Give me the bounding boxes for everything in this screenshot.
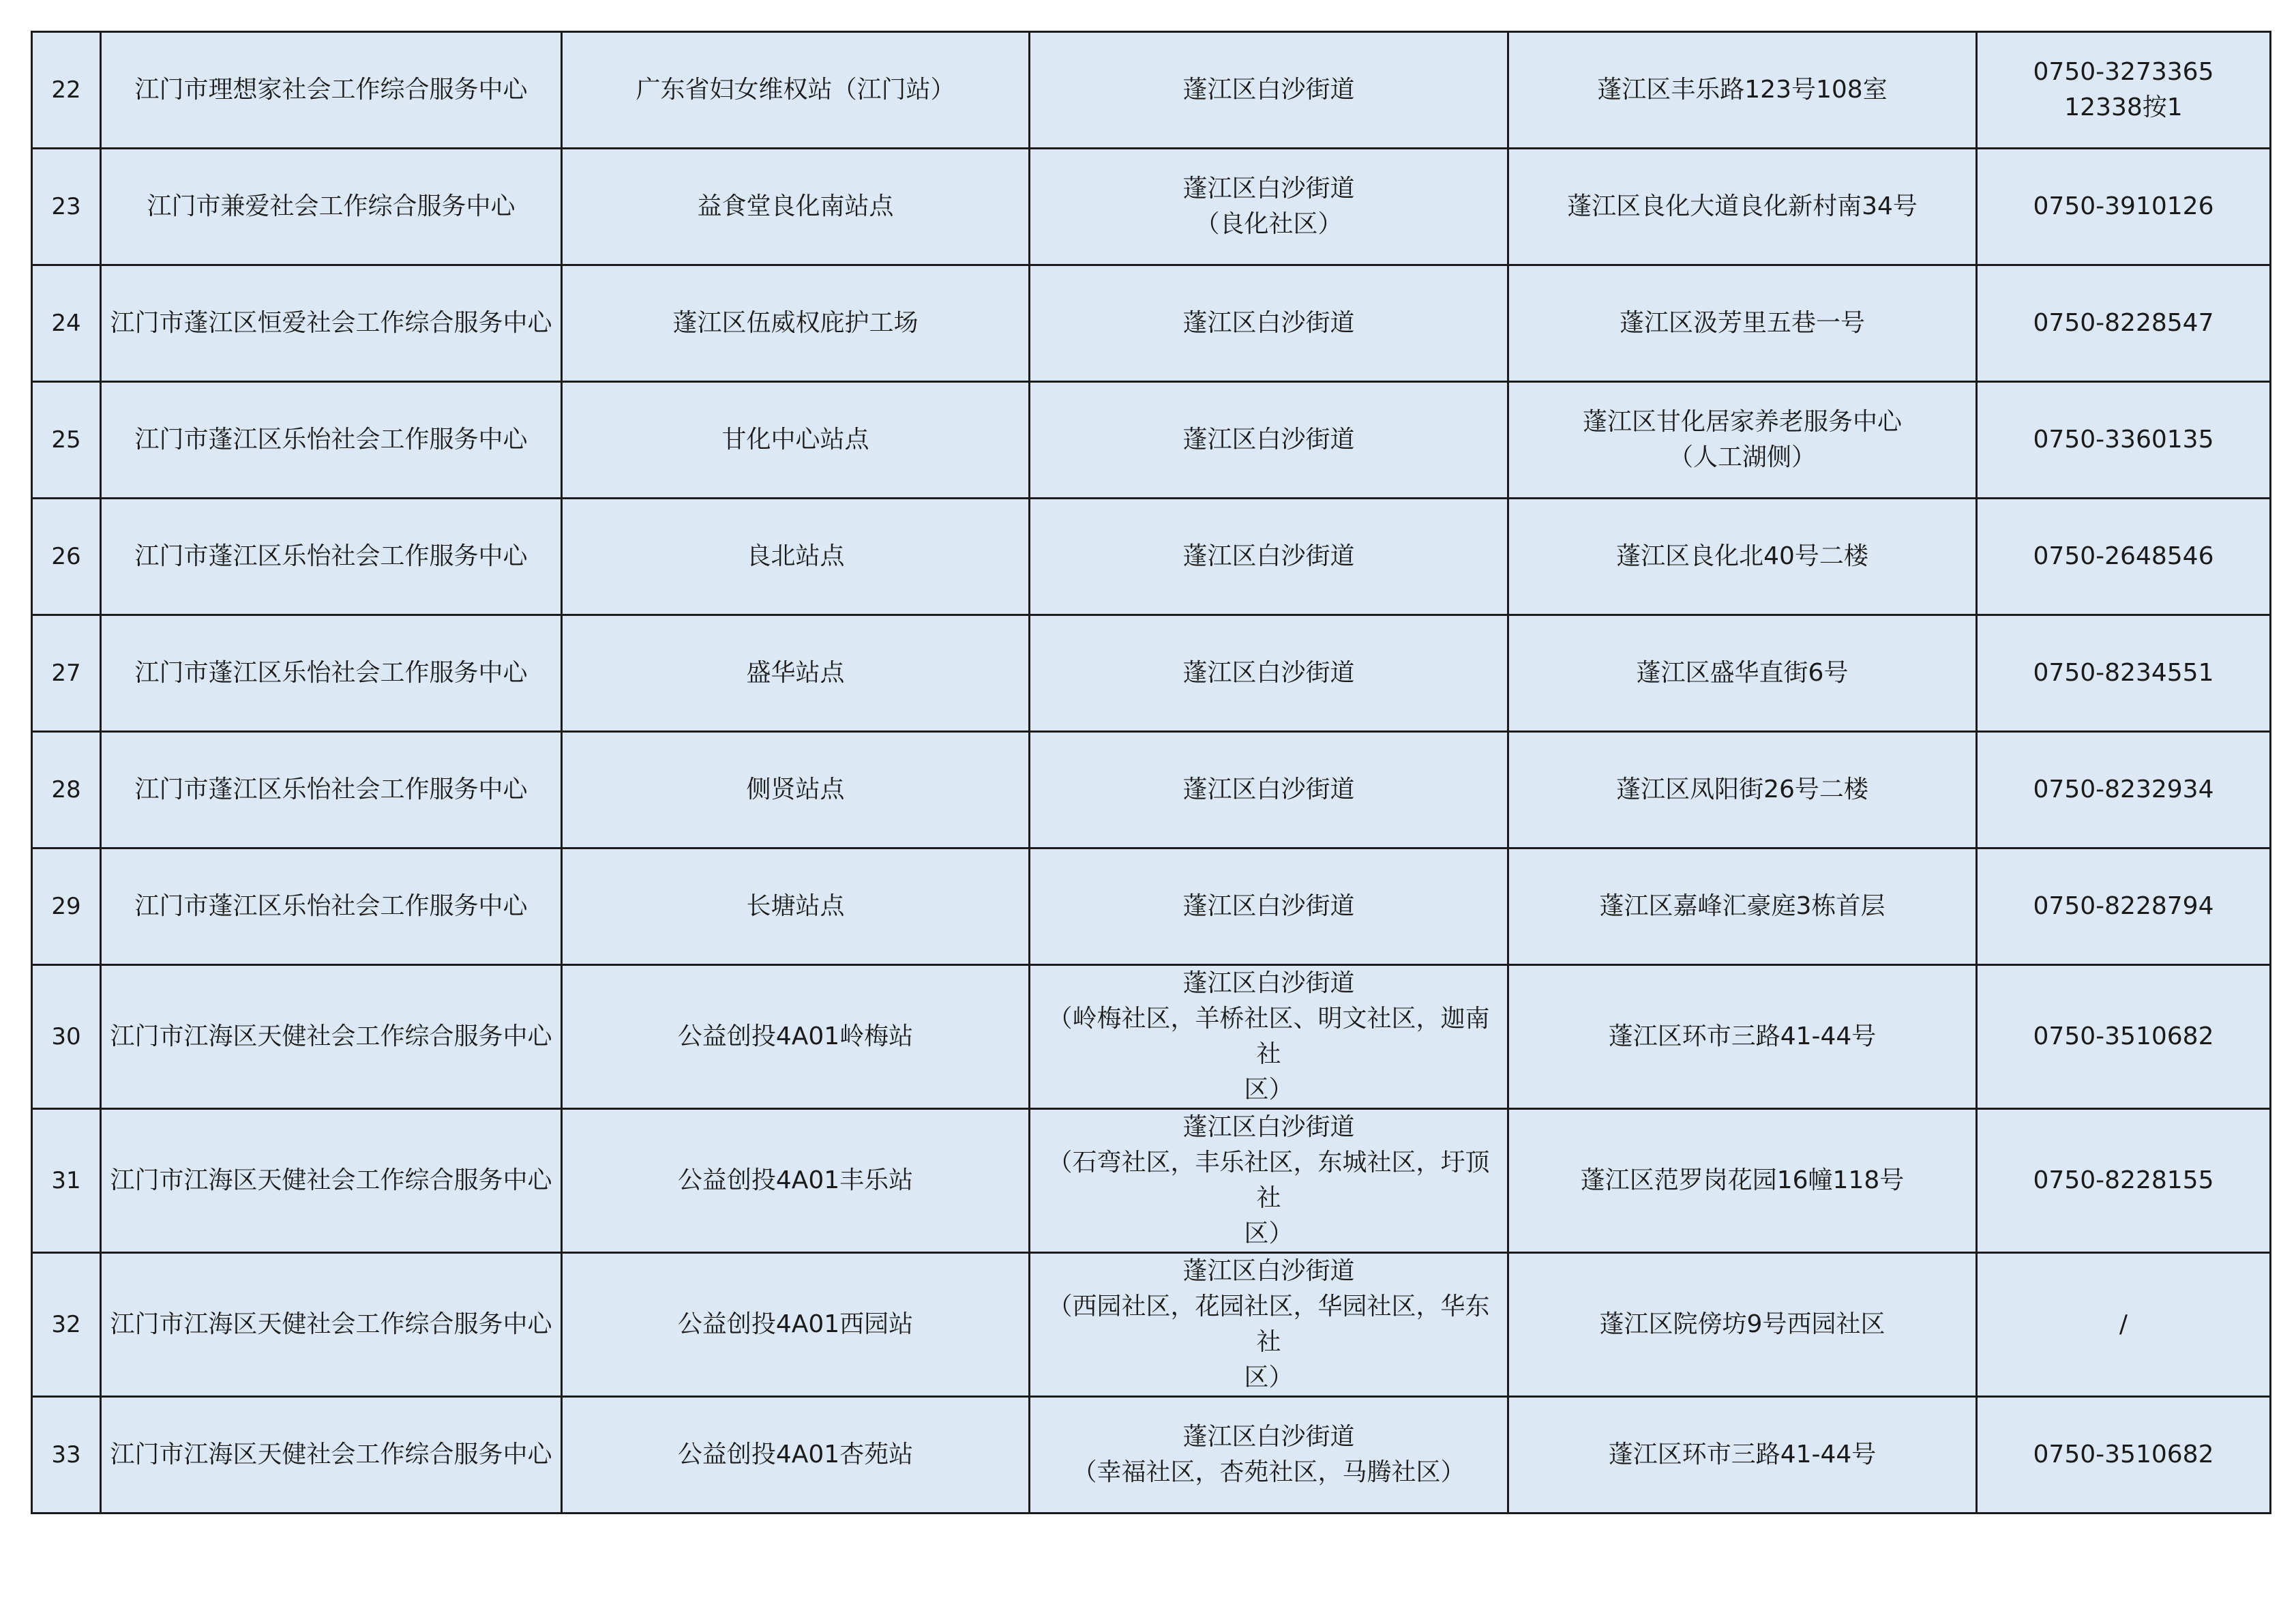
service-area-cell <box>1030 265 1508 382</box>
station-name-cell: 侧贤站点 <box>562 732 1030 848</box>
phone-line: 0750-8232934 <box>2033 776 2214 803</box>
organization-cell: 江门市江海区天健社会工作综合服务中心 <box>101 965 562 1109</box>
service-area-cell <box>1030 32 1508 149</box>
table-body <box>32 32 2271 1514</box>
service-area-cell <box>1030 1397 1508 1514</box>
row-number-cell: 26 <box>32 499 101 615</box>
row-number-cell: 23 <box>32 149 101 265</box>
service-area-cell <box>1030 1253 1508 1397</box>
address-line: 蓬江区嘉峰汇豪庭3栋首层 <box>1599 892 1885 920</box>
address-cell <box>1508 1397 1977 1514</box>
service-area-cell <box>1030 499 1508 615</box>
service-area-line: （良化社区） <box>1195 210 1343 238</box>
address-line: 蓬江区汲芳里五巷一号 <box>1619 309 1865 337</box>
table-row <box>32 1397 2271 1514</box>
service-area-line: 蓬江区白沙街道 <box>1182 309 1355 337</box>
address-line: 蓬江区丰乐路123号108室 <box>1597 76 1888 104</box>
row-number-cell: 22 <box>32 32 101 149</box>
station-name-cell: 公益创投4A01丰乐站 <box>562 1109 1030 1253</box>
phone-cell <box>1977 965 2271 1109</box>
address-line: 蓬江区甘化居家养老服务中心 <box>1582 408 1902 436</box>
row-number-cell: 25 <box>32 382 101 499</box>
phone-line: 0750-8228155 <box>2033 1166 2214 1194</box>
address-cell <box>1508 1253 1977 1397</box>
service-station-table-container <box>31 31 2269 1514</box>
table-row <box>32 149 2271 265</box>
service-area-line: 蓬江区白沙街道 <box>1182 1423 1355 1451</box>
table-row <box>32 499 2271 615</box>
row-number-cell: 28 <box>32 732 101 848</box>
table-row <box>32 382 2271 499</box>
table-row <box>32 965 2271 1109</box>
service-area-line: 蓬江区白沙街道 <box>1182 426 1355 454</box>
service-area-line: （幸福社区，杏苑社区，马腾社区） <box>1072 1458 1465 1486</box>
address-cell <box>1508 499 1977 615</box>
phone-cell <box>1977 732 2271 848</box>
station-name-cell: 盛华站点 <box>562 615 1030 732</box>
service-area-cell <box>1030 965 1508 1109</box>
address-cell <box>1508 615 1977 732</box>
organization-cell: 江门市兼爱社会工作综合服务中心 <box>101 149 562 265</box>
address-line: 蓬江区良化大道良化新村南34号 <box>1567 192 1918 220</box>
organization-cell: 江门市蓬江区乐怡社会工作服务中心 <box>101 499 562 615</box>
phone-cell <box>1977 265 2271 382</box>
phone-line: 0750-3360135 <box>2033 426 2214 454</box>
phone-cell <box>1977 1109 2271 1253</box>
phone-cell <box>1977 1253 2271 1397</box>
phone-cell <box>1977 615 2271 732</box>
address-cell <box>1508 382 1977 499</box>
station-name-cell: 益食堂良化南站点 <box>562 149 1030 265</box>
organization-cell: 江门市蓬江区乐怡社会工作服务中心 <box>101 615 562 732</box>
address-cell <box>1508 149 1977 265</box>
phone-line: 0750-2648546 <box>2033 542 2214 570</box>
row-number-cell: 27 <box>32 615 101 732</box>
table-row <box>32 848 2271 965</box>
phone-line: 0750-3273365 <box>2033 58 2214 86</box>
service-area-cell <box>1030 732 1508 848</box>
organization-cell: 江门市江海区天健社会工作综合服务中心 <box>101 1397 562 1514</box>
phone-line: / <box>2119 1310 2128 1338</box>
row-number-cell: 31 <box>32 1109 101 1253</box>
table-row <box>32 615 2271 732</box>
address-line: 蓬江区环市三路41-44号 <box>1608 1022 1877 1050</box>
organization-cell: 江门市江海区天健社会工作综合服务中心 <box>101 1109 562 1253</box>
station-name-cell: 甘化中心站点 <box>562 382 1030 499</box>
phone-cell <box>1977 1397 2271 1514</box>
station-name-cell: 公益创投4A01西园站 <box>562 1253 1030 1397</box>
address-cell <box>1508 1109 1977 1253</box>
address-line: 蓬江区凤阳街26号二楼 <box>1616 776 1868 803</box>
service-area-line: 蓬江区白沙街道 <box>1182 776 1355 803</box>
service-area-line: 蓬江区白沙街道 <box>1182 892 1355 920</box>
organization-cell: 江门市蓬江区乐怡社会工作服务中心 <box>101 732 562 848</box>
service-area-line: （岭梅社区，羊桥社区、明文社区，迦南社 <box>1047 1005 1490 1068</box>
table-row <box>32 1253 2271 1397</box>
address-cell <box>1508 848 1977 965</box>
station-name-cell: 良北站点 <box>562 499 1030 615</box>
organization-cell: 江门市蓬江区乐怡社会工作服务中心 <box>101 848 562 965</box>
service-area-cell <box>1030 848 1508 965</box>
address-line: 蓬江区良化北40号二楼 <box>1616 542 1868 570</box>
station-name-cell: 蓬江区伍威权庇护工场 <box>562 265 1030 382</box>
phone-line: 0750-8234551 <box>2033 659 2214 687</box>
station-name-cell: 长塘站点 <box>562 848 1030 965</box>
address-cell <box>1508 965 1977 1109</box>
service-area-line: 蓬江区白沙街道 <box>1182 659 1355 687</box>
phone-line: 0750-8228547 <box>2033 309 2214 337</box>
phone-cell <box>1977 32 2271 149</box>
row-number-cell: 29 <box>32 848 101 965</box>
address-line: 蓬江区盛华直街6号 <box>1636 659 1849 687</box>
address-cell <box>1508 265 1977 382</box>
phone-cell <box>1977 499 2271 615</box>
service-area-line: 区） <box>1244 1363 1294 1391</box>
phone-line: 12338按1 <box>2064 93 2183 121</box>
phone-cell <box>1977 149 2271 265</box>
service-area-line: 蓬江区白沙街道 <box>1182 542 1355 570</box>
address-line: （人工湖侧） <box>1668 443 1816 471</box>
service-area-line: 区） <box>1244 1076 1294 1104</box>
phone-line: 0750-8228794 <box>2033 892 2214 920</box>
row-number-cell: 30 <box>32 965 101 1109</box>
service-station-table <box>31 31 2271 1514</box>
station-name-cell: 公益创投4A01杏苑站 <box>562 1397 1030 1514</box>
phone-line: 0750-3910126 <box>2033 192 2214 220</box>
organization-cell: 江门市蓬江区恒爱社会工作综合服务中心 <box>101 265 562 382</box>
table-row <box>32 1109 2271 1253</box>
service-area-line: 蓬江区白沙街道 <box>1182 1257 1355 1285</box>
service-area-cell <box>1030 615 1508 732</box>
phone-line: 0750-3510682 <box>2033 1022 2214 1050</box>
row-number-cell: 33 <box>32 1397 101 1514</box>
service-area-line: 蓬江区白沙街道 <box>1182 175 1355 203</box>
station-name-cell: 广东省妇女维权站（江门站） <box>562 32 1030 149</box>
service-area-line: 蓬江区白沙街道 <box>1182 969 1355 997</box>
station-name-cell: 公益创投4A01岭梅站 <box>562 965 1030 1109</box>
address-cell <box>1508 732 1977 848</box>
address-line: 蓬江区院傍坊9号西园社区 <box>1599 1310 1885 1338</box>
service-area-cell <box>1030 1109 1508 1253</box>
service-area-cell <box>1030 382 1508 499</box>
service-area-line: 区） <box>1244 1220 1294 1247</box>
address-cell <box>1508 32 1977 149</box>
address-line: 蓬江区范罗岗花园16幢118号 <box>1580 1166 1905 1194</box>
row-number-cell: 32 <box>32 1253 101 1397</box>
address-line: 蓬江区环市三路41-44号 <box>1608 1441 1877 1468</box>
organization-cell: 江门市理想家社会工作综合服务中心 <box>101 32 562 149</box>
table-row <box>32 265 2271 382</box>
service-area-cell <box>1030 149 1508 265</box>
phone-cell <box>1977 382 2271 499</box>
phone-line: 0750-3510682 <box>2033 1441 2214 1468</box>
table-row <box>32 732 2271 848</box>
service-area-line: （石弯社区，丰乐社区，东城社区，圩顶社 <box>1047 1149 1490 1212</box>
table-row <box>32 32 2271 149</box>
service-area-line: 蓬江区白沙街道 <box>1182 1113 1355 1141</box>
service-area-line: 蓬江区白沙街道 <box>1182 76 1355 104</box>
phone-cell <box>1977 848 2271 965</box>
row-number-cell: 24 <box>32 265 101 382</box>
organization-cell: 江门市江海区天健社会工作综合服务中心 <box>101 1253 562 1397</box>
organization-cell: 江门市蓬江区乐怡社会工作服务中心 <box>101 382 562 499</box>
service-area-line: （西园社区，花园社区，华园社区，华东社 <box>1047 1293 1490 1356</box>
